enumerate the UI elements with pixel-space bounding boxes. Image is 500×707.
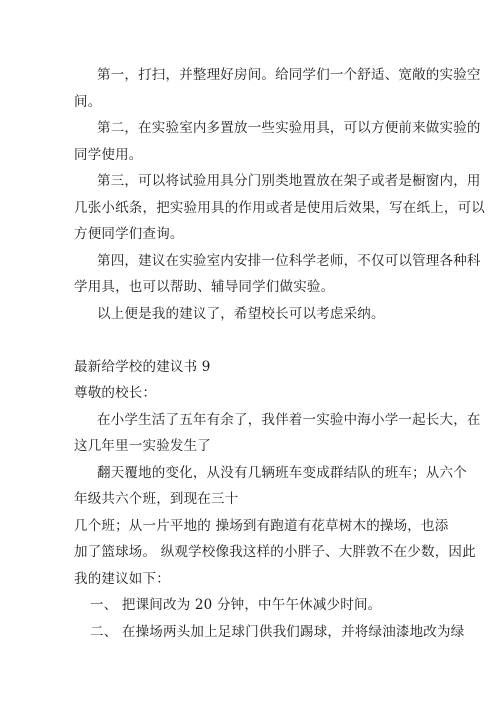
paragraph-7-line-2: 年级共六个班，到现在三十 <box>74 491 239 507</box>
salutation: 尊敬的校长： <box>74 385 157 401</box>
paragraph-7-line-1: 翻天覆地的变化，从没有几辆班车变成群结队的班车；从六个 <box>97 465 467 481</box>
suggestion-item-1: 一、 把课间改为 20 分钟，中午午休减少时间。 <box>90 597 382 613</box>
paragraph-8-line-3: 我的建议如下： <box>74 571 170 587</box>
paragraph-2-line-2: 同学使用。 <box>74 147 143 163</box>
paragraph-6-line-1: 在小学生活了五年有余了，我伴着一实验中海小学一起长大，在 <box>97 412 481 428</box>
paragraph-4-line-1: 第四，建议在实验室内安排一位科学老师，不仅可以管理各种科 <box>97 253 481 269</box>
paragraph-3-line-1: 第三，可以将试验用具分门别类地置放在架子或者是橱窗内，用 <box>97 173 481 189</box>
paragraph-4-line-2: 学用具，也可以帮助、辅导同学们做实验。 <box>74 279 335 295</box>
paragraph-8-line-1: 几个班；从一片平地的 操场到有跑道有花草树木的操场，也添 <box>74 518 449 534</box>
paragraph-5-line-1: 以上便是我的建议了，希望校长可以考虑采纳。 <box>97 306 385 322</box>
paragraph-8-line-2: 加了篮球场。 纵观学校像我这样的小胖子、大胖敦不在少数，因此 <box>74 544 476 560</box>
section-title: 最新给学校的建议书 9 <box>74 359 211 375</box>
paragraph-3-line-3: 方便同学们查询。 <box>74 226 184 242</box>
paragraph-6-line-2: 这几年里一实验发生了 <box>74 438 211 454</box>
suggestion-item-2: 二、 在操场两头加上足球门供我们踢球，并将绿油漆地改为绿 <box>90 624 465 640</box>
paragraph-1-line-1: 第一，打扫，并整理好房间。给同学们一个舒适、宽敞的实验空 <box>97 67 481 83</box>
paragraph-2-line-1: 第二，在实验室内多置放一些实验用具，可以方便前来做实验的 <box>97 120 481 136</box>
paragraph-3-line-2: 几张小纸条，把实验用具的作用或者是使用后效果，写在纸上，可以 <box>74 200 485 216</box>
paragraph-1-line-2: 间。 <box>74 94 102 110</box>
